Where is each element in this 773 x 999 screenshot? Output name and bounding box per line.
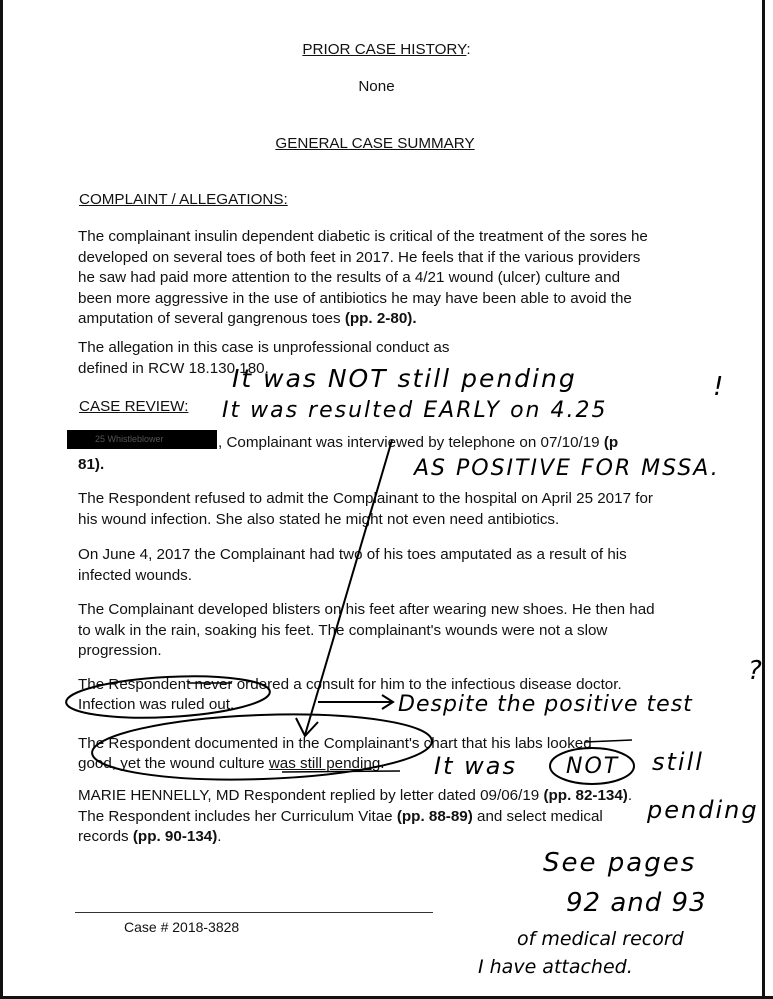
handwriting-question: ? bbox=[748, 656, 764, 686]
circle-not bbox=[550, 748, 634, 784]
handwriting-attached: I have attached. bbox=[478, 956, 633, 978]
handwriting-exclaim: ! bbox=[713, 372, 726, 402]
handwriting-page-numbers: 92 and 93 bbox=[566, 888, 707, 918]
ruled-out-line: Infection was ruled out. bbox=[78, 696, 235, 713]
redaction-box: 25 Whistleblower bbox=[67, 430, 217, 449]
case-review-interview-ref: 81). bbox=[78, 456, 105, 473]
handwriting-it-was: It was bbox=[434, 752, 517, 780]
handwriting-line-1: It was NOT still pending bbox=[232, 364, 577, 393]
arrow-line bbox=[305, 440, 392, 735]
consult-line: The Respondent never ordered a consult for him to the infectious disease doctor. bbox=[78, 676, 622, 693]
circle-ruled-out bbox=[65, 672, 271, 723]
underline-wound-culture bbox=[282, 771, 400, 772]
general-case-summary-heading: GENERAL CASE SUMMARY bbox=[275, 135, 475, 152]
case-number: Case # 2018-3828 bbox=[124, 919, 240, 935]
prior-case-history-value: None bbox=[358, 78, 395, 95]
handwriting-of-medical: of medical record bbox=[517, 928, 684, 950]
prior-case-history-heading: PRIOR CASE HISTORY: bbox=[302, 41, 471, 58]
refused-admit-paragraph: The Respondent refused to admit the Complainant to the hospital on April 25 2017 for his wound infection. She also stated he might not even need antibiotics. bbox=[78, 490, 653, 528]
strike-looked bbox=[585, 740, 632, 742]
blisters-paragraph: The Complainant developed blisters on his feet after wearing new shoes. He then had to walk in the rain, soaking his feet. The complainant's wounds were not a slow progression. bbox=[78, 601, 655, 659]
labs-line: The Respondent documented in the Complainant's chart that his labs looked bbox=[78, 735, 592, 752]
handwriting-line-3: AS POSITIVE FOR MSSA. bbox=[414, 456, 720, 481]
handwriting-still: still bbox=[652, 748, 704, 776]
complaint-heading: COMPLAINT / ALLEGATIONS: bbox=[79, 191, 288, 208]
handwriting-despite: Despite the positive test bbox=[398, 692, 693, 717]
handwriting-not: NOT bbox=[566, 754, 620, 779]
case-review-interview-line: , Complainant was interviewed by telephone on 07/10/19 (p bbox=[218, 434, 619, 451]
handwriting-pending: pending bbox=[647, 796, 759, 824]
handwriting-see-pages: See pages bbox=[543, 848, 697, 878]
complaint-paragraph: The complainant insulin dependent diabetic is critical of the treatment of the sores he developed on several toes of both feet in 2017. He feels that if the various providers he saw had paid more attention to the results of a 4/21 wound (ulcer) culture and been more aggressive in the use of antibiotics he may have been able to avoid the amputation of several gangrenous toes (pp. 2-80). bbox=[78, 228, 648, 327]
circle-labs-sentence bbox=[91, 709, 433, 785]
handwriting-line-2: It was resulted EARLY on 4.25 bbox=[222, 398, 608, 423]
wound-culture-line: good, yet the wound culture was still pending. bbox=[78, 755, 385, 772]
case-review-heading: CASE REVIEW: bbox=[79, 398, 189, 415]
allegation-paragraph: The allegation in this case is unprofessional conduct as defined in RCW 18.130.180. bbox=[78, 339, 450, 377]
respondent-reply-paragraph: MARIE HENNELLY, MD Respondent replied by letter dated 09/06/19 (pp. 82-134). The Respondent includes her Curriculum Vitae (pp. 88-89) and select medical records (pp. 90-134). bbox=[78, 787, 633, 845]
amputation-paragraph: On June 4, 2017 the Complainant had two of his toes amputated as a result of his infected wounds. bbox=[78, 546, 627, 584]
